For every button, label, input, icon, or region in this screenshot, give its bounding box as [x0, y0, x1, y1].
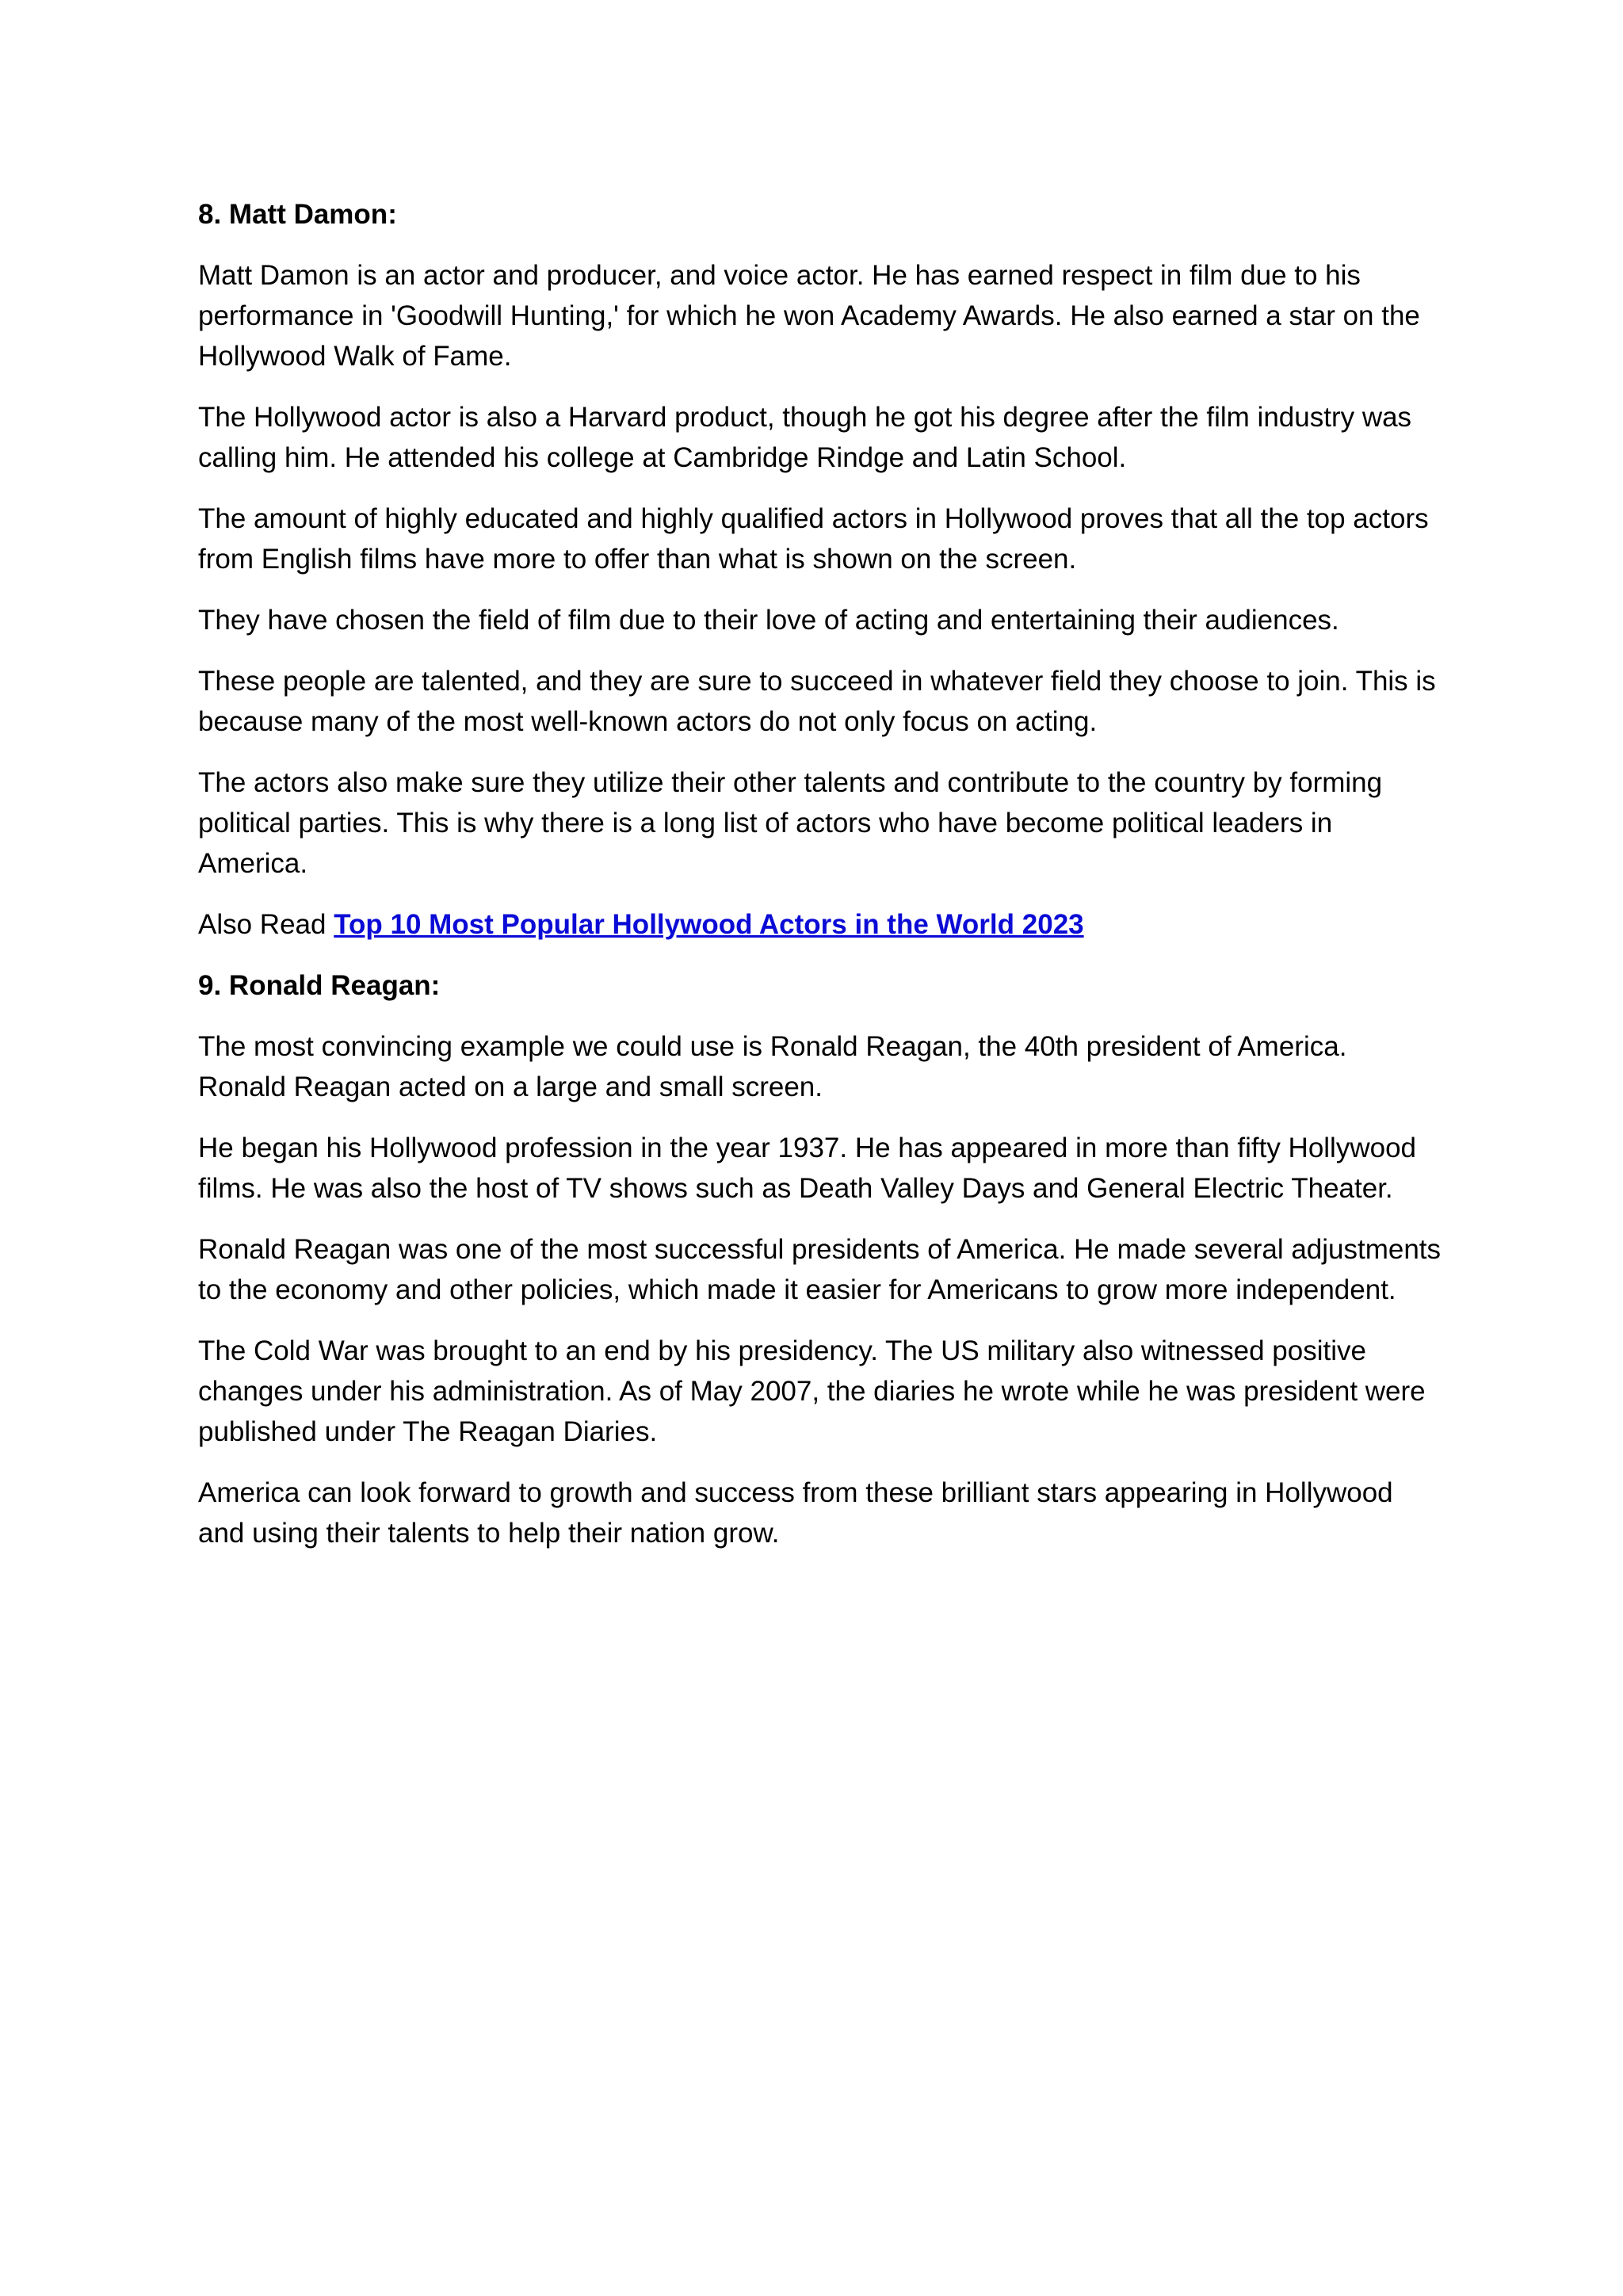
paragraph: The actors also make sure they utilize their other talents and contribute to the country by forming political parties. This is why there is a long list of actors who have become political leaders in America. [198, 767, 1383, 879]
paragraph: They have chosen the field of film due to their love of acting and entertaining their audiences. [198, 605, 1339, 636]
section-heading-matt-damon: 8. Matt Damon: [198, 199, 397, 230]
paragraph: Matt Damon is an actor and producer, and voice actor. He has earned respect in film due to his performance in 'Goodwill Hunting,' for which he won Academy Awards. He also earned a star on the Hollywood Walk of Fame. [198, 260, 1420, 372]
paragraph: Ronald Reagan was one of the most successful presidents of America. He made several adjustments to the economy and other policies, which made it easier for Americans to grow more independent. [198, 1234, 1442, 1305]
also-read-prefix: Also Read [198, 909, 334, 940]
document-page [198, 194, 1442, 1574]
paragraph: America can look forward to growth and success from these brilliant stars appearing in Hollywood and using their talents to help their nation grow. [198, 1477, 1393, 1549]
also-read-line [198, 904, 1442, 945]
paragraph: The most convincing example we could use is Ronald Reagan, the 40th president of America. Ronald Reagan acted on a large and small screen. [198, 1031, 1347, 1102]
also-read-link[interactable]: Top 10 Most Popular Hollywood Actors in the World 2023 [334, 909, 1084, 940]
paragraph: The Cold War was brought to an end by his presidency. The US military also witnessed positive changes under his administration. As of May 2007, the diaries he wrote while he was president were published under The Reagan Diaries. [198, 1335, 1426, 1447]
paragraph: The amount of highly educated and highly qualified actors in Hollywood proves that all the top actors from English films have more to offer than what is shown on the screen. [198, 503, 1429, 575]
paragraph: The Hollywood actor is also a Harvard product, though he got his degree after the film industry was calling him. He attended his college at Cambridge Rindge and Latin School. [198, 402, 1412, 473]
section-heading-ronald-reagan: 9. Ronald Reagan: [198, 970, 441, 1001]
paragraph: He began his Hollywood profession in the year 1937. He has appeared in more than fifty Hollywood films. He was also the host of TV shows such as Death Valley Days and General Electric Theater. [198, 1133, 1417, 1204]
paragraph: These people are talented, and they are sure to succeed in whatever field they choose to join. This is because many of the most well-known actors do not only focus on acting. [198, 666, 1436, 737]
